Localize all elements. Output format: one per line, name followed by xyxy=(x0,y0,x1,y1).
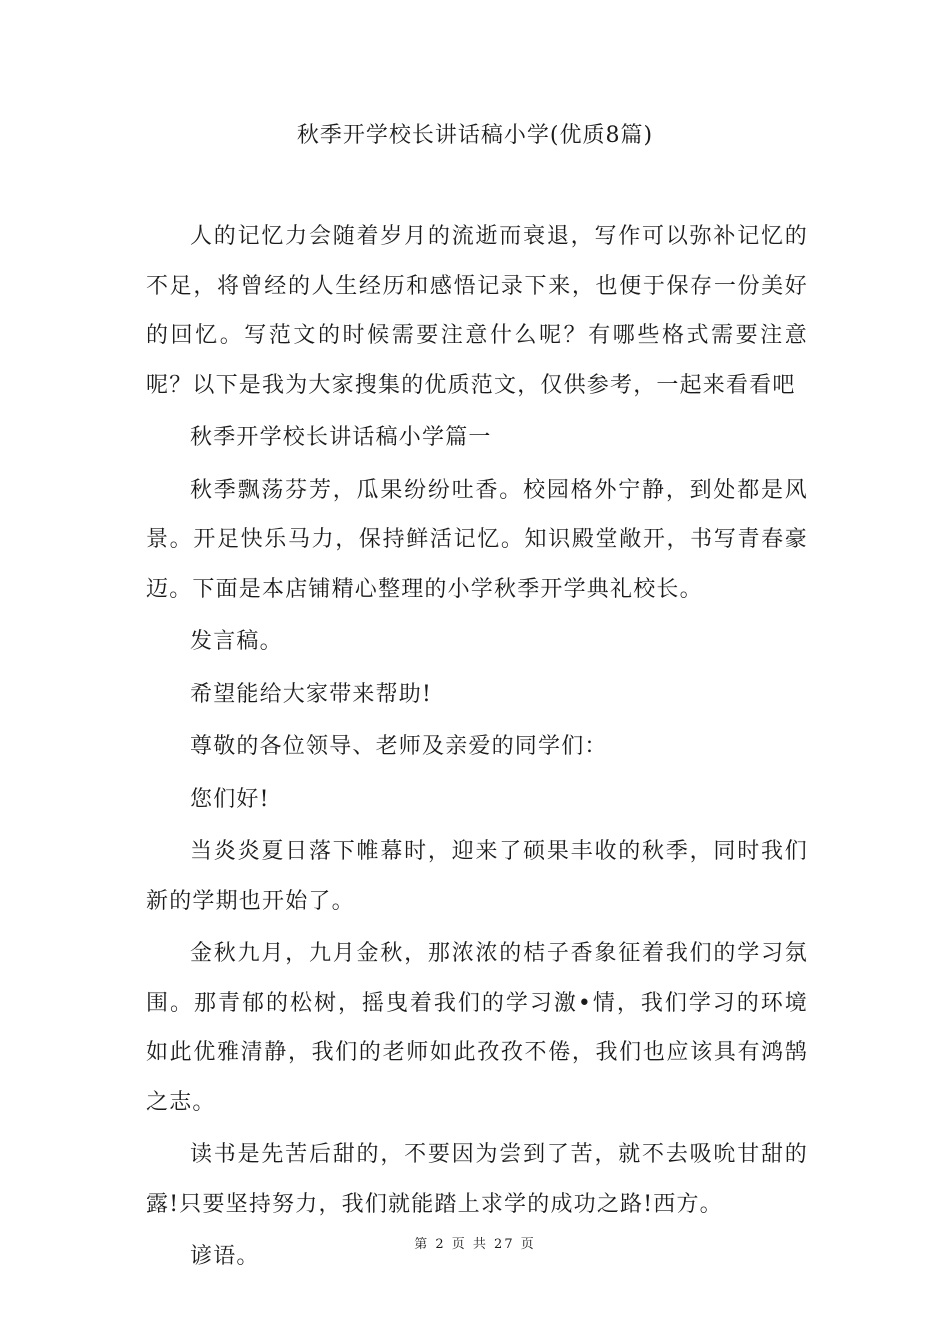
section-heading: 秋季开学校长讲话稿小学篇一 xyxy=(190,425,492,450)
paragraph: 读书是先苦后甜的，不要因为尝到了苦，就不去吸吮甘甜的露!只要坚持努力，我们就能踏上求学的成功之路!西方。 xyxy=(146,1142,808,1217)
greeting: 您们好! xyxy=(190,786,270,812)
salutation: 尊敬的各位领导、老师及亲爱的同学们： xyxy=(190,734,608,759)
paragraph: 人的记忆力会随着岁月的流逝而衰退，写作可以弥补记忆的不足，将曾经的人生经历和感悟记录下来，也便于保存一份美好的回忆。写范文的时候需要注意什么呢？有哪些格式需要注意呢？以下是我为大家搜集的优质范文，仅供参考，一起来看看吧 xyxy=(146,224,808,398)
paragraph: 金秋九月，九月金秋，那浓浓的桔子香象征着我们的学习氛围。那青郁的松树，摇曳着我们的学习激•情，我们学习的环境如此优雅清静，我们的老师如此孜孜不倦，我们也应该具有鸿鹄之志。 xyxy=(146,941,808,1115)
page-number-footer: 第 2 页 共 27 页 xyxy=(414,1237,536,1252)
paragraph: 当炎炎夏日落下帷幕时，迎来了硕果丰收的秋季，同时我们新的学期也开始了。 xyxy=(146,839,808,914)
paragraph: 希望能给大家带来帮助! xyxy=(190,681,433,707)
paragraph: 谚语。 xyxy=(190,1244,260,1269)
paragraph: 发言稿。 xyxy=(190,629,283,654)
paragraph: 秋季飘荡芬芳，瓜果纷纷吐香。校园格外宁静，到处都是风景。开足快乐马力，保持鲜活记忆。知识殿堂敞开，书写青春豪迈。下面是本店铺精心整理的小学秋季开学典礼校长。 xyxy=(146,477,808,602)
document-body xyxy=(146,212,808,1285)
document-title: 秋季开学校长讲话稿小学(优质8篇) xyxy=(296,123,654,148)
